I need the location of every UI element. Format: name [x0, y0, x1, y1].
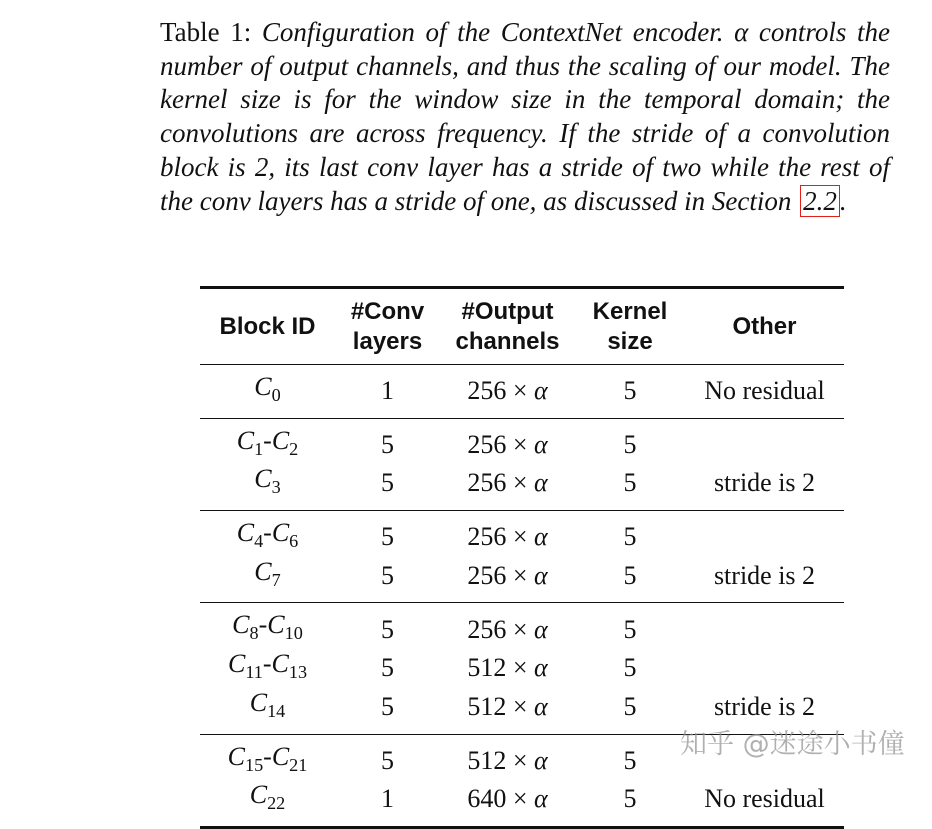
- alpha-symbol: α: [534, 468, 548, 498]
- alpha-symbol: α: [534, 745, 548, 775]
- cell-other: [685, 418, 844, 464]
- cell-block-id: $C_4-C_6$: [236, 518, 299, 552]
- cell-conv-layers: 5: [381, 614, 394, 644]
- alpha-symbol: α: [534, 522, 548, 552]
- block-id-symbol: $C_{13}$: [271, 649, 308, 683]
- cell-output-channels: 256 × α: [467, 429, 548, 459]
- cell-block-id: [200, 464, 335, 510]
- table-row: [200, 780, 844, 827]
- cell-conv-layers: 5: [381, 429, 394, 459]
- block-id-subscript: 14: [267, 701, 286, 721]
- block-id-symbol: $C_{14}$: [249, 687, 286, 721]
- cell-block-id: $C_8-C_{10}$: [232, 610, 303, 644]
- cell-other: No residual: [704, 376, 825, 406]
- table-caption: [160, 16, 890, 218]
- block-id-symbol: $C_1$: [236, 425, 264, 459]
- table-row: [200, 418, 844, 464]
- cell-output-channels: 256 × α: [467, 468, 548, 498]
- cell-other: stride is 2: [713, 560, 816, 590]
- cell-block-id: [200, 365, 335, 419]
- alpha-symbol: α: [534, 653, 548, 683]
- cell-kernel-size: 5: [623, 560, 637, 590]
- block-id-symbol: $C_{15}$: [227, 741, 264, 775]
- header-block-id: Block ID: [219, 313, 316, 340]
- table-row: [200, 464, 844, 510]
- cell-kernel-size: 5: [623, 522, 637, 552]
- cell-conv-layers: 1: [381, 784, 394, 814]
- cell-conv-layers: 5: [381, 468, 394, 498]
- block-id-symbol: $C_8$: [232, 610, 259, 644]
- block-id-subscript: 6: [289, 531, 299, 552]
- block-id-subscript: 11: [245, 662, 263, 683]
- block-id-subscript: 22: [267, 793, 286, 814]
- table-row: [200, 649, 844, 688]
- cell-block-id: $C_1-C_2$: [236, 425, 299, 459]
- table-header-row: [200, 288, 844, 365]
- table-group: [200, 365, 844, 419]
- header-other: Other: [732, 313, 797, 340]
- cell-other: stride is 2: [713, 691, 816, 721]
- block-id-subscript: 3: [271, 477, 281, 498]
- block-id-subscript: 8: [249, 623, 259, 644]
- block-id-subscript: 4: [254, 531, 264, 552]
- cell-output-channels: 512 × α: [467, 691, 548, 721]
- block-id-subscript: 2: [289, 438, 299, 459]
- caption-text: Configuration of the ContextNet encoder. α controls the number of output channels, and thus the scaling of our model. The kernel size is for the window size in the temporal domain; the convolutions are across frequency. If the stride of a convolution block is 2, its last conv layer has a stride of two while the rest of the conv layers has a stride of one, as discussed in Section: [160, 17, 891, 216]
- header-kernel-size: Kernel size: [592, 298, 668, 355]
- block-id-symbol: $C_3$: [254, 464, 281, 498]
- alpha-symbol: α: [534, 560, 548, 590]
- table-group: [200, 418, 844, 510]
- block-id-subscript: 10: [284, 623, 303, 644]
- cell-conv-layers: 5: [381, 653, 394, 683]
- alpha-symbol: α: [534, 691, 548, 721]
- cell-block-id: [200, 688, 335, 734]
- cell-other: [685, 649, 844, 688]
- block-id-symbol: $C_6$: [271, 518, 299, 552]
- cell-other: [685, 511, 844, 557]
- cell-block-id: $C_{15}-C_{21}$: [227, 741, 308, 775]
- block-id-symbol: $C_{21}$: [271, 741, 308, 775]
- alpha-symbol: α: [534, 784, 548, 814]
- cell-output-channels: 256 × α: [467, 522, 548, 552]
- table-group: [200, 511, 844, 603]
- cell-kernel-size: 5: [623, 429, 637, 459]
- cell-block-id: $C_{11}-C_{13}$: [227, 649, 308, 683]
- block-id-symbol: $C_2$: [271, 425, 299, 459]
- block-id-symbol: $C_0$: [254, 372, 281, 406]
- header-output-channels: #Output channels: [455, 298, 560, 355]
- block-id-symbol: $C_{10}$: [267, 610, 303, 644]
- caption-label: Table 1:: [160, 17, 252, 47]
- cell-kernel-size: 5: [623, 745, 637, 775]
- block-id-symbol: $C_4$: [236, 518, 264, 552]
- cell-other: [685, 603, 844, 649]
- cell-conv-layers: 1: [381, 376, 394, 406]
- cell-conv-layers: 5: [381, 745, 394, 775]
- header-conv-layers: #Conv layers: [350, 298, 425, 355]
- cell-kernel-size: 5: [623, 376, 637, 406]
- table-row: [200, 365, 844, 419]
- cell-output-channels: 512 × α: [467, 745, 548, 775]
- alpha-symbol: α: [534, 376, 548, 406]
- caption-end: .: [839, 185, 847, 216]
- cell-output-channels: 640 × α: [467, 784, 548, 814]
- cell-kernel-size: 5: [623, 614, 637, 644]
- cell-block-id: [200, 557, 335, 603]
- block-id-symbol: $C_{22}$: [249, 780, 286, 814]
- cell-kernel-size: 5: [623, 653, 637, 683]
- table-group: [200, 603, 844, 734]
- cell-output-channels: 512 × α: [467, 653, 548, 683]
- block-id-symbol: $C_7$: [254, 556, 281, 590]
- cell-output-channels: 256 × α: [467, 614, 548, 644]
- cell-conv-layers: 5: [381, 691, 394, 721]
- cell-other: No residual: [704, 784, 825, 814]
- cell-other: stride is 2: [713, 468, 816, 498]
- block-id-subscript: 13: [288, 662, 308, 683]
- block-id-subscript: 7: [271, 569, 281, 590]
- block-id-symbol: $C_{11}$: [227, 649, 263, 683]
- block-id-subscript: 1: [254, 438, 264, 459]
- block-id-subscript: 15: [244, 754, 264, 775]
- watermark: 知乎 @迷途小书僮: [680, 729, 905, 760]
- alpha-symbol: α: [534, 614, 548, 644]
- block-id-subscript: 0: [271, 385, 281, 406]
- cell-kernel-size: 5: [623, 691, 637, 721]
- table-row: [200, 603, 844, 649]
- cell-kernel-size: 5: [623, 784, 637, 814]
- cell-conv-layers: 5: [381, 522, 394, 552]
- table-row: [200, 511, 844, 557]
- alpha-symbol: α: [534, 429, 548, 459]
- cell-output-channels: 256 × α: [467, 376, 548, 406]
- cell-conv-layers: 5: [381, 560, 394, 590]
- cell-kernel-size: 5: [623, 468, 637, 498]
- cell-block-id: [200, 780, 335, 827]
- block-id-subscript: 21: [289, 754, 308, 775]
- cell-output-channels: 256 × α: [467, 560, 548, 590]
- table-row: [200, 557, 844, 603]
- section-reference-link[interactable]: 2.2: [800, 185, 840, 217]
